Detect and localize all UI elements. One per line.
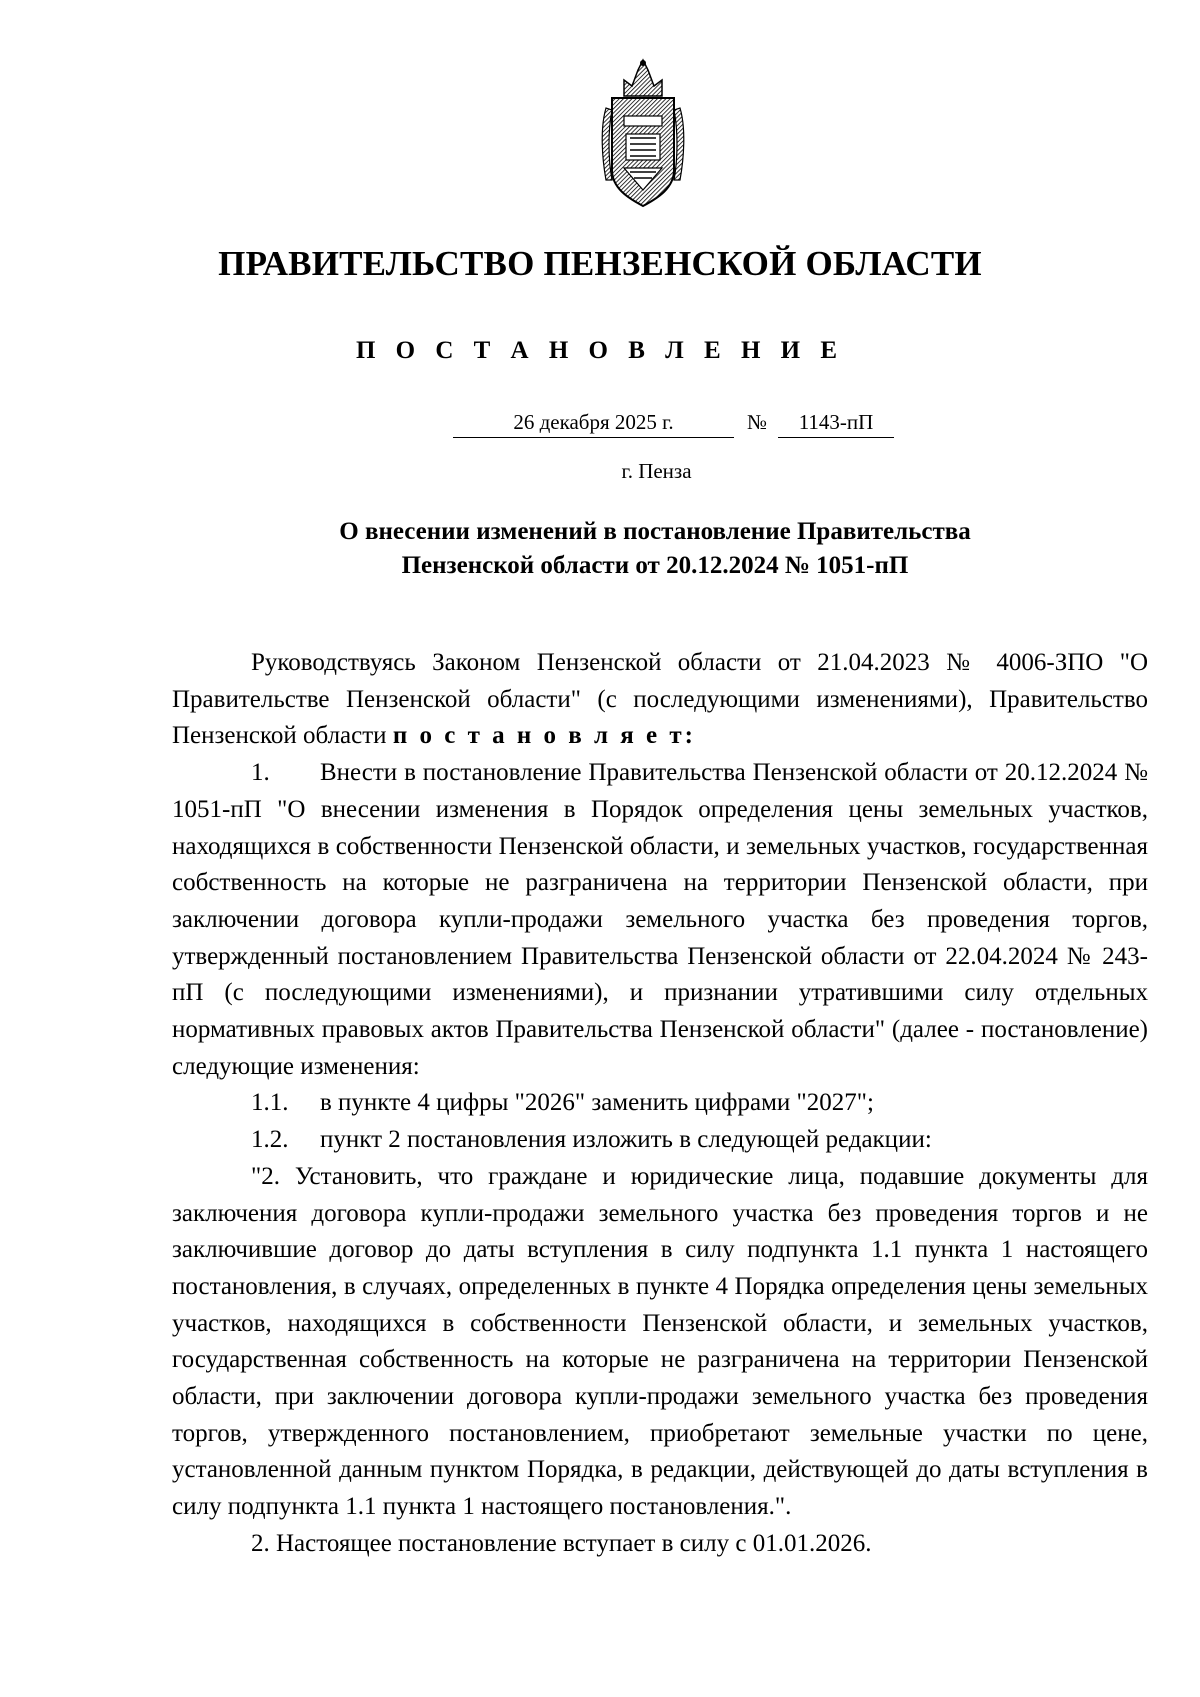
document-type: П О С Т А Н О В Л Е Н И Е: [355, 337, 845, 364]
paragraph-1-1-number: 1.1.: [251, 1089, 289, 1117]
document-body: [172, 645, 1148, 1563]
document-meta: [0, 410, 1200, 446]
paragraph-1-1-text: в пункте 4 цифры "2026" заменить цифрами "2027";: [320, 1089, 874, 1117]
paragraph-2: 2. Настоящее постановление вступает в силу с 01.01.2026.: [251, 1529, 872, 1557]
document-city: г. Пенза: [621, 459, 692, 483]
subject-line-1: О внесении изменений в постановление Правительства: [339, 518, 971, 545]
paragraph-1-2-text: пункт 2 постановления изложить в следующей редакции:: [320, 1126, 932, 1154]
paragraph-1-1: [172, 1085, 1148, 1122]
coat-of-arms-emblem: [600, 58, 686, 210]
preamble-text: Руководствуясь Законом Пензенской области от 21.04.2023 № 4006-ЗПО "О Правительстве Пензенской области" (с последующими изменениями), Правительство Пензенской области: [172, 649, 1148, 750]
preamble-paragraph: [172, 645, 1148, 755]
document-subject: [0, 515, 1200, 583]
number-sign: №: [747, 410, 768, 434]
quoted-amendment: "2. Установить, что граждане и юридические лица, подавшие документы для заключения договора купли-продажи земельного участка без проведения торгов и не заключившие договор до даты вступления в силу подпункта 1.1 пункта 1 настоящего постановления, в случаях, определенных в пункте 4 Порядка определения цены земельных участков, находящихся в собственности Пензенской области, и земельных участков, государственная собственность на которые не разграничена на территории Пензенской области, при заключении договора купли-продажи земельного участка без проведения торгов, утвержденного постановлением, приобретают земельные участки по цене, установленной данным пунктом Порядка, в редакции, действующей до даты вступления в силу подпункта 1.1 пункта 1 настоящего постановления.".: [172, 1162, 1148, 1521]
organization-title: ПРАВИТЕЛЬСТВО ПЕНЗЕНСКОЙ ОБЛАСТИ: [218, 244, 982, 283]
preamble-emphasis: п о с т а н о в л я е т:: [392, 722, 697, 750]
paragraph-1-text: Внести в постановление Правительства Пензенской области от 20.12.2024 № 1051-пП "О внесении изменения в Порядок определения цены земельных участков, находящихся в собственности Пензенской области, и земельных участков, государственная собственность на которые не разграничена на территории Пензенской области, при заключении договора купли-продажи земельного участка без проведения торгов, утвержденный постановлением Правительства Пензенской области от 22.04.2024 № 243-пП (с последующими изменениями), и признании утратившими силу отдельных нормативных правовых актов Правительства Пензенской области" (далее - постановление) следующие изменения:: [172, 759, 1148, 1080]
document-date: 26 декабря 2025 г.: [453, 410, 734, 438]
document-number: 1143-пП: [778, 410, 894, 438]
subject-line-2: Пензенской области от 20.12.2024 № 1051-пП: [401, 552, 909, 579]
paragraph-1-2-number: 1.2.: [251, 1126, 289, 1154]
paragraph-1: [172, 755, 1148, 1085]
paragraph-1-number: 1.: [251, 759, 270, 787]
paragraph-1-2: [172, 1122, 1148, 1159]
